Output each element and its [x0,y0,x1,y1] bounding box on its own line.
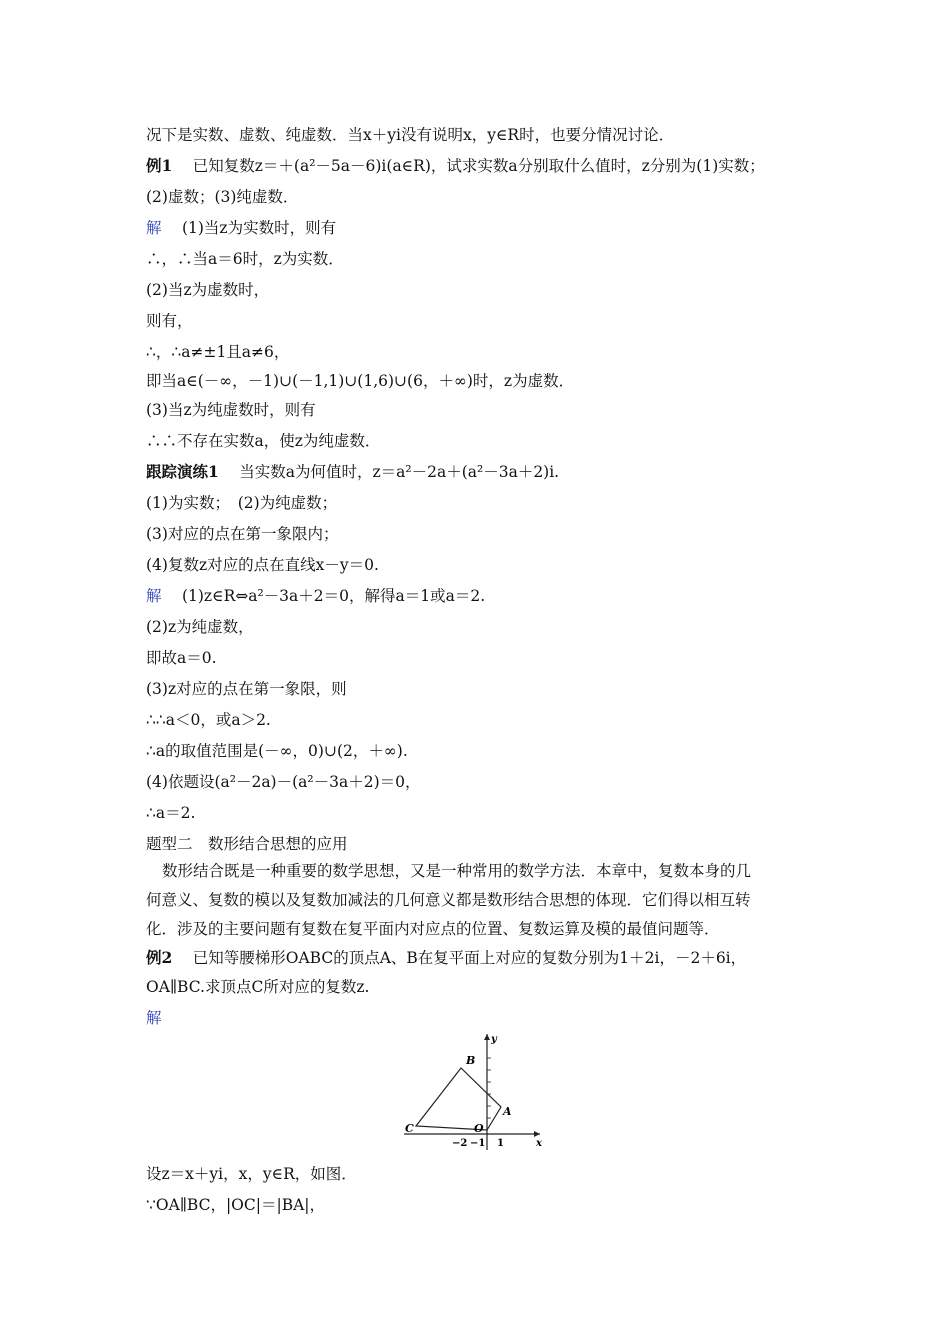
origin-label: O [474,1122,484,1135]
section-heading: 题型二 数形结合思想的应用 [146,835,348,853]
text-line: (2)当z为虚数时， [146,281,270,299]
practice-1-label: 跟踪演练1 [146,462,219,481]
text-line: 设z＝x＋yi，x，y∈R，如图． [146,1165,357,1183]
text-line: (3)z对应的点在第一象限，则 [146,680,347,698]
example-2-label: 例2 [146,948,173,967]
y-axis-ticks [487,1058,491,1118]
y-axis-arrow [484,1034,490,1040]
text-line: (3)对应的点在第一象限内； [146,525,339,543]
point-c-label: C [405,1122,414,1135]
text-line: (4)依题设(a²－2a)－(a²－3a＋2)＝0， [146,773,421,791]
text-line: 则有， [146,312,193,330]
text-line: 即当a∈(－∞，－1)∪(－1,1)∪(1,6)∪(6，＋∞)时，z为虚数． [146,372,575,390]
trapezoid-oabc [416,1068,501,1130]
text-line: ∵OA∥BC，|OC|＝|BA|， [146,1196,325,1214]
text-line: ∴∴a＜0，或a＞2. [146,711,271,729]
text-line: (3)当z为纯虚数时，则有 [146,401,316,419]
text-line: ∴，∴当a＝6时，z为实数． [146,250,344,268]
solution-label: 解 [146,1009,162,1027]
solution-label: 解 [146,587,162,605]
text-line: ∴a＝2. [146,804,196,822]
solution-line [146,217,816,239]
solution-text: (1)z∈R⇔a²－3a＋2＝0，解得a＝1或a＝2. [181,587,486,605]
tick-label: 1 [497,1138,504,1149]
practice-1-text: 当实数a为何值时，z＝a²－2a＋(a²－3a＋2)i. [239,463,560,481]
practice-1-line [146,461,816,483]
paragraph-line: 数形结合既是一种重要的数学思想，又是一种常用的数学方法．本章中，复数本身的几 [162,862,752,880]
solution-text: (1)当z为实数时，则有 [181,219,337,237]
tick-label: −1 [470,1138,486,1149]
example-2-text: 已知等腰梯形OABC的顶点A、B在复平面上对应的复数分别为1＋2i，－2＋6i， [192,949,747,967]
text-line: ∴∴不存在实数a，使z为纯虚数． [146,432,381,450]
text-line: (2)虚数；(3)纯虚数． [146,188,299,206]
x-axis-arrow [534,1131,540,1137]
point-a-label: A [503,1105,512,1118]
example-1-label: 例1 [146,156,173,175]
y-axis-label: y [491,1034,497,1045]
text-line: OA∥BC.求顶点C所对应的复数z. [146,978,370,996]
x-axis-label: x [536,1138,542,1149]
point-b-label: B [466,1054,476,1067]
example-1-text: (a²－5a－6)i(a∈R)，试求实数a分别取什么值时，z分别为(1)实数； [293,157,765,175]
example-1-line [146,155,816,177]
text-line: (4)复数z对应的点在直线x－y＝0. [146,556,379,574]
example-1-lead: 已知复数z＝＋ [192,157,294,175]
paragraph-line: 化．涉及的主要问题有复数在复平面内对应点的位置、复数运算及模的最值问题等． [146,920,720,938]
solution-line [146,585,816,607]
solution-label: 解 [146,219,162,237]
example-2-line [146,947,816,969]
text-line: ∴a的取值范围是(－∞，0)∪(2，＋∞). [146,742,408,760]
text-line: (1)为实数； (2)为纯虚数； [146,494,338,512]
text-line: 况下是实数、虚数、纯虚数．当x＋yi没有说明x，y∈R时，也要分情况讨论． [146,126,675,144]
paragraph-line: 何意义、复数的模以及复数加减法的几何意义都是数形结合思想的体现．它们得以相互转 [146,891,751,909]
text-line: (2)z为纯虚数， [146,618,254,636]
trapezoid-figure [400,1028,550,1152]
tick-label: −2 [452,1138,468,1149]
text-line: ∴，∴a≠±1且a≠6， [146,343,290,361]
text-line: 即故a＝0. [146,649,217,667]
